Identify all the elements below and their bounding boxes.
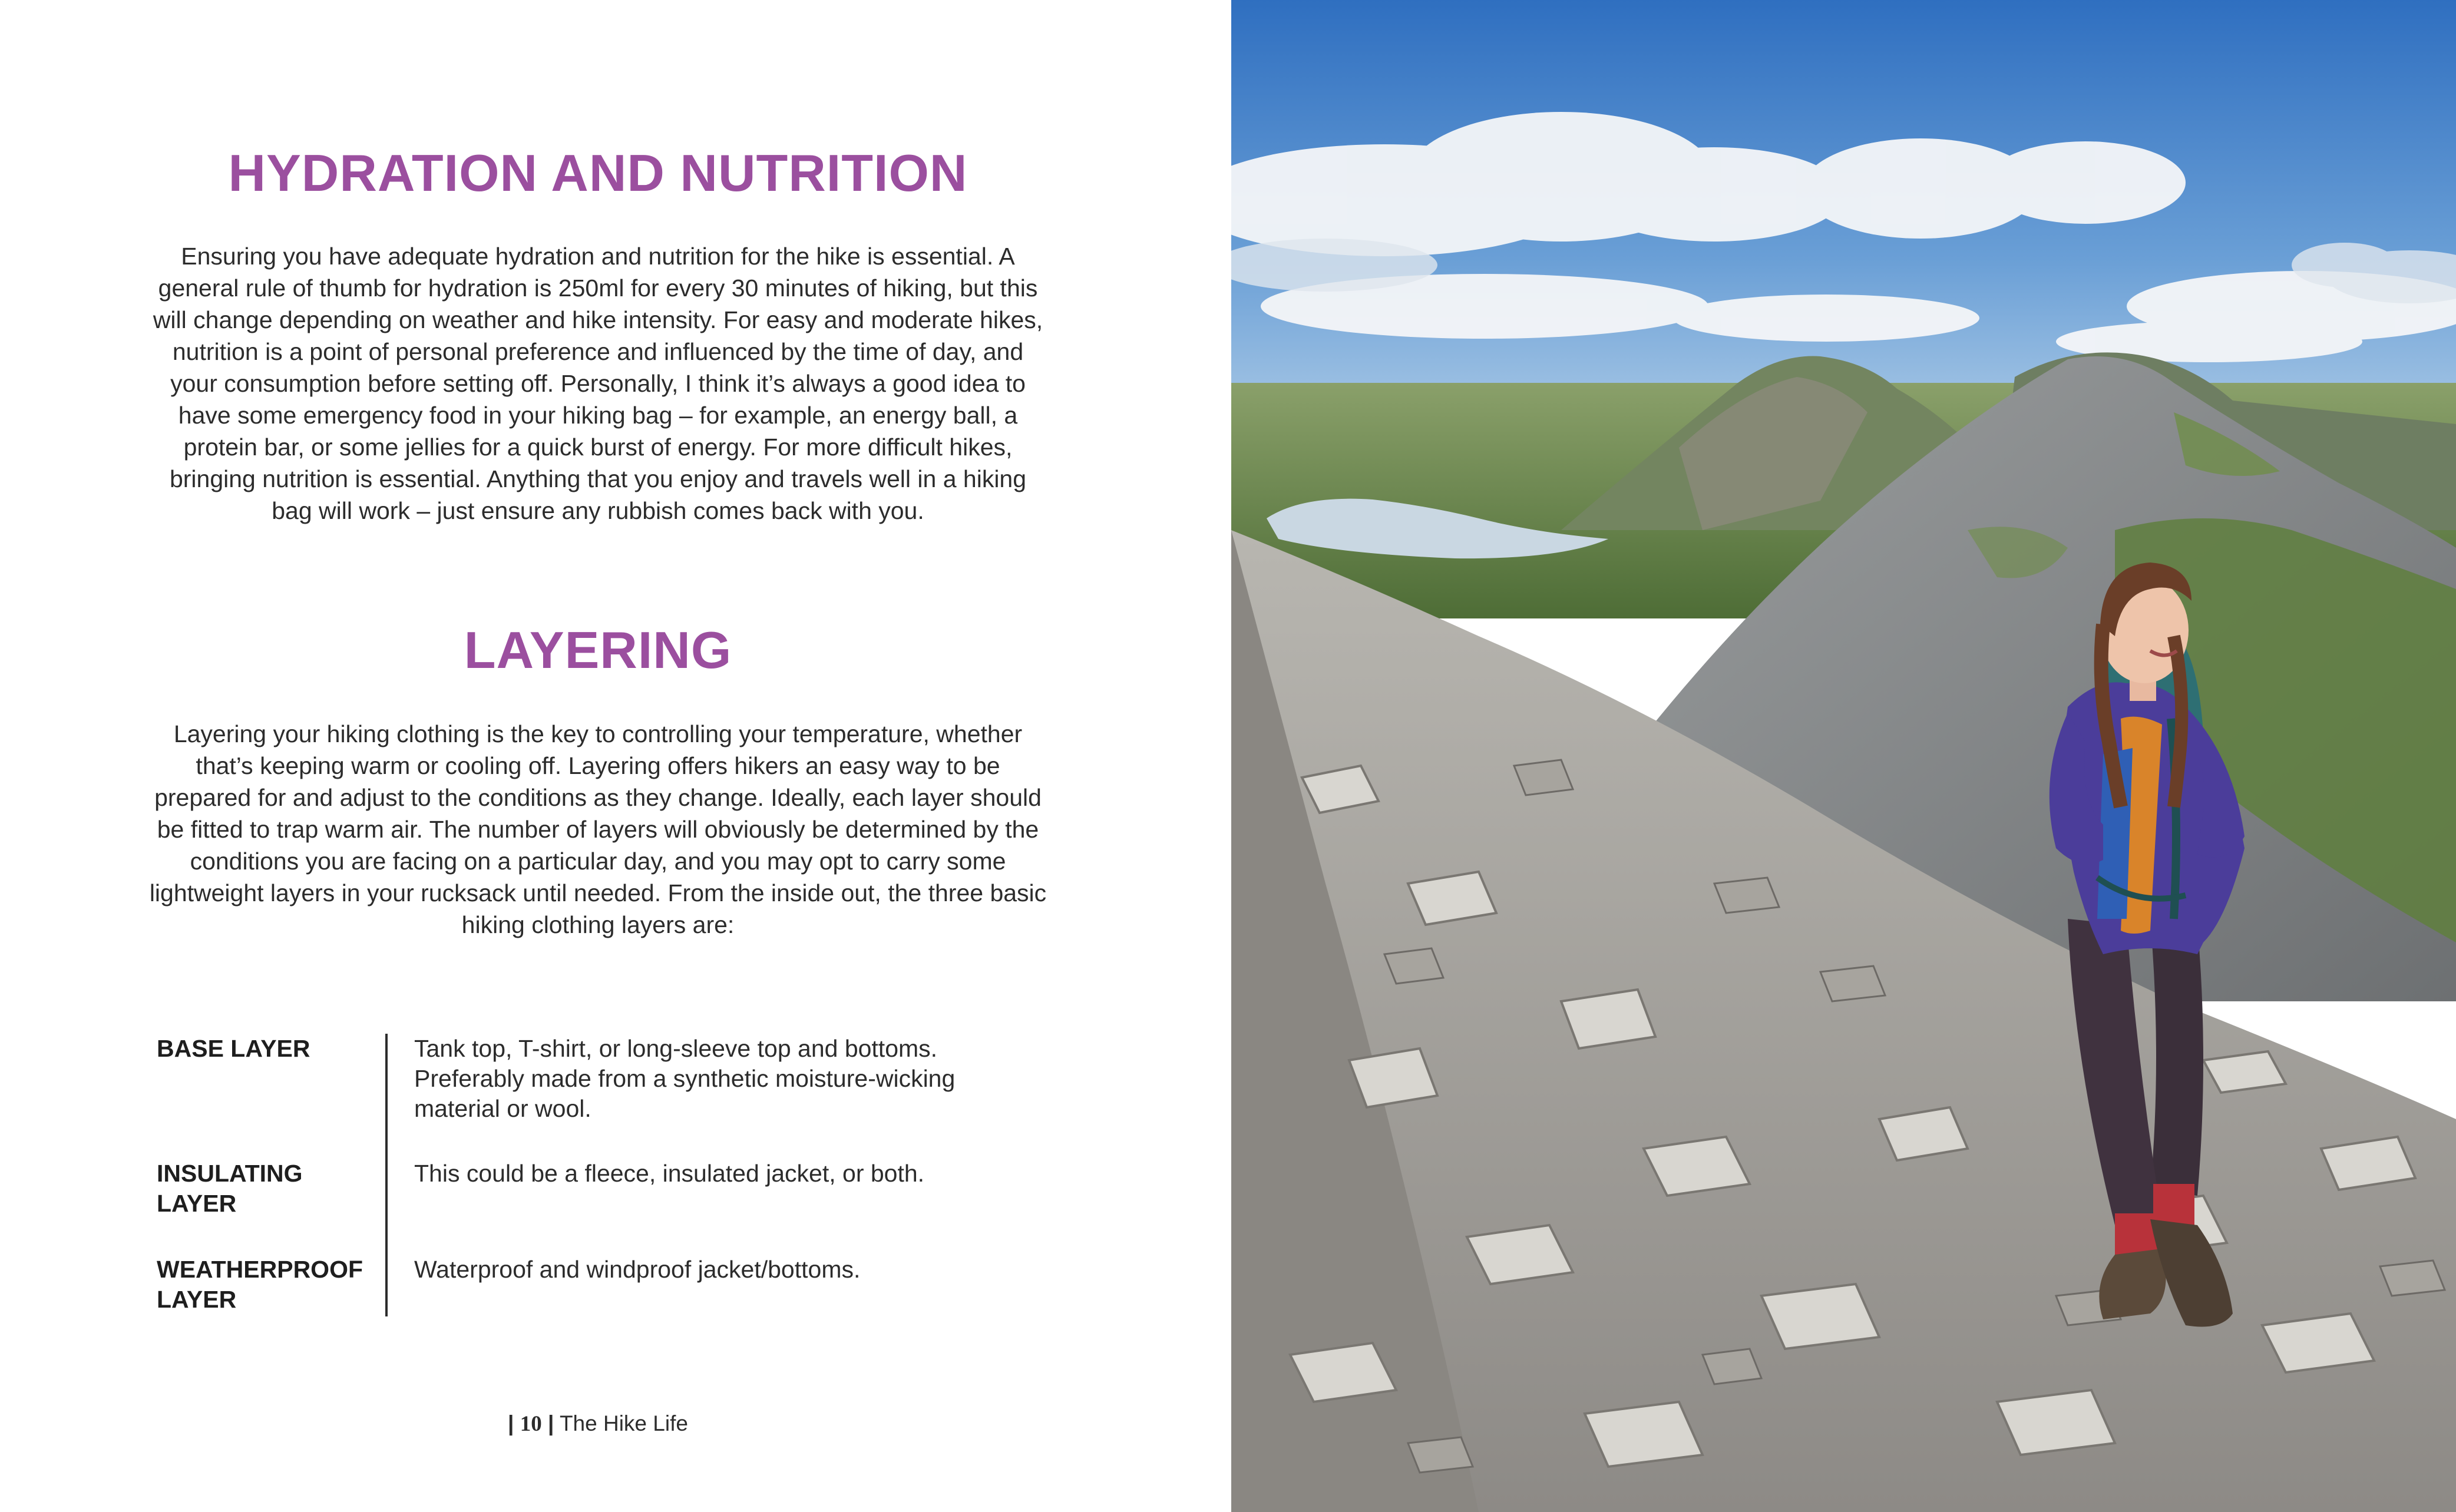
layer-description: This could be a fleece, insulated jacket, or both. — [414, 1160, 925, 1187]
mountain-photo-illustration — [1231, 0, 2456, 1512]
page-number: 10 — [520, 1412, 542, 1436]
layering-heading: LAYERING — [464, 621, 732, 679]
layering-paragraph: Layering your hiking clothing is the key to controlling your temperature, whether that’s keeping warm or cooling off. Layering offers hikers an easy way to be prepared for and adjust to the conditions as they change. Ideally, each layer should be fitted to trap warm air. The number of layers will obviously be determined by the conditions you are facing on a particular day, and you may opt to carry some lightweight layers in your rucksack until needed. From the inside out, the three basic hiking clothing layers are: — [149, 720, 1047, 938]
page-footer: | 10 | The Hike Life — [508, 1411, 688, 1436]
layer-name: WEATHERPROOF LAYER — [157, 1256, 363, 1313]
layer-description: Tank top, T-shirt, or long-sleeve top and bottoms. Preferably made from a synthetic moisture-wicking material or wool. — [414, 1035, 956, 1122]
hydration-paragraph: Ensuring you have adequate hydration and nutrition for the hike is essential. A general rule of thumb for hydration is 250ml for every 30 minutes of hiking, but this will change depending on weather and hike intensity. For easy and moderate hikes, nutrition is a point of personal preference and influenced by the time of day, and your consumption before setting off. Personally, I think it’s always a good idea to have some emergency food in your hiking bag – for example, an energy ball, a protein bar, or some jellies for a quick burst of energy. For more difficult hikes, bringing nutrition is essential. Anything that you enjoy and travels well in a hiking bag will work – just ensure any rubbish comes back with you. — [153, 243, 1043, 524]
layer-name: INSULATING LAYER — [157, 1160, 303, 1217]
book-title: The Hike Life — [559, 1411, 688, 1435]
layer-description: Waterproof and windproof jacket/bottoms. — [414, 1256, 861, 1283]
layer-name: BASE LAYER — [157, 1035, 310, 1062]
vertical-divider — [385, 1034, 388, 1316]
hydration-heading: HYDRATION AND NUTRITION — [228, 144, 968, 202]
hiker-photo — [1231, 0, 2456, 1512]
